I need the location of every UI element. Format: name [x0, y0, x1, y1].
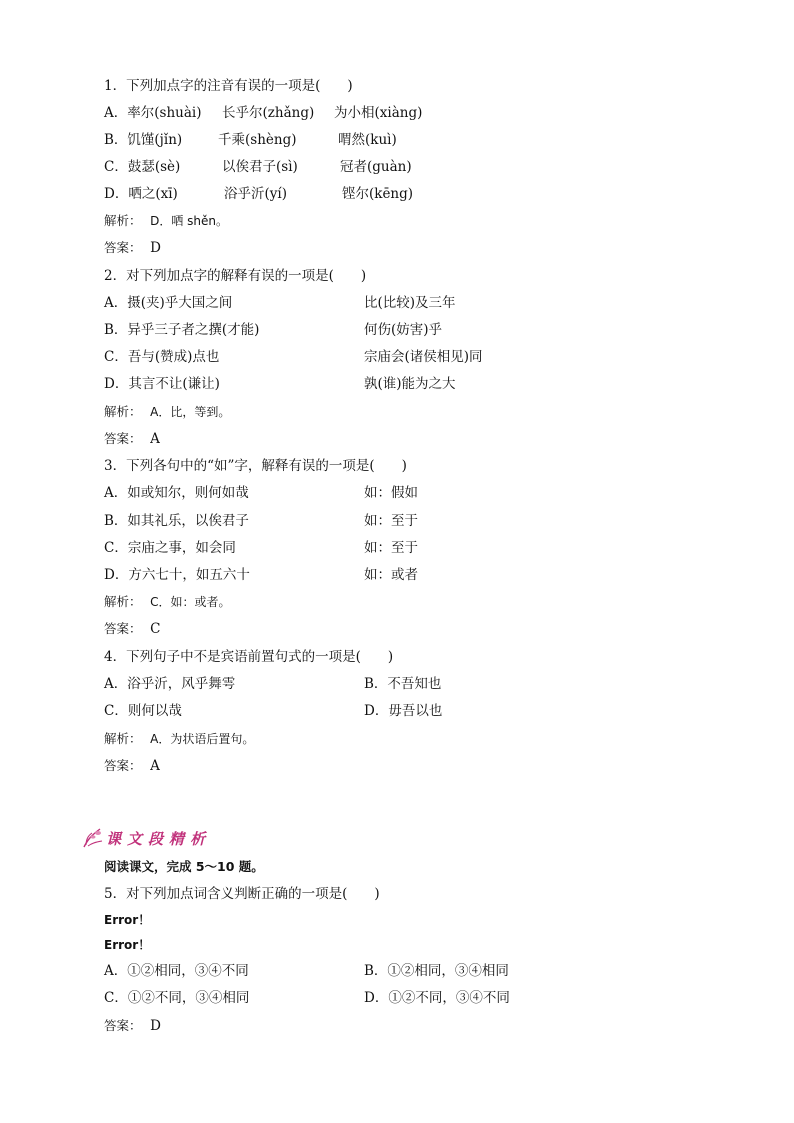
q1-answer: 答案： D — [104, 240, 161, 256]
q3-stem: 3．下列各句中的“如”字，解释有误的一项是( ) — [104, 458, 407, 474]
reading-intro: 阅读课文，完成 5～10 题。 — [104, 859, 264, 874]
document-page: 1．下列加点字的注音有误的一项是( ) A．率尔(shuài) 长乎尔(zhǎng) 为小相(xiàng) B．饥馑(jǐn) 千乘(shèng) 喟然(kuì) C．鼓瑟(sè) 以俟君子(sì) 冠者(guàn) D．哂之(xī) 浴乎沂(yí) 铿尔(kēng) 解析： D．哂 shěn。 答案： D 2．对下列加点字的解释有误的一项是( ) A．摄(夹)乎大国之间 比(比较)及三年 B．异乎三子者之撰(才能) 何伤(妨害)乎 C．吾与(赞成)点也 宗庙会(诸侯相见)同 D．其言不让(谦让) 孰(谁)能为之大 解析： A．比，等到。 答案： A 3．下列各句中的“如”字，解释有误的一项是( ) A．如或知尔，则何如哉 如：假如 B．如其礼乐，以俟君子 如：至于 C．宗庙之事，如会同 如：至于 D．方六七十，如五六十 如：或者 解析： C．如：或者。 答案： C 4．下列句子中不是宾语前置句式的一项是( ) A．浴乎沂，风乎舞雩 B．不吾知也 C．则何以哉 D．毋吾以也 解析： A．为状语后置句。 答案： A 课 文 段 精 析 阅读课文，完成 5～10 题。 5．对下列加点词含义判断正确的一项是( ) Error！ Error！ A．①②相同，③④不同 B．①②相同，③④相同 C．①②不同，③④相同 D．①②不同，③④不同 答案： D — [0, 0, 794, 1123]
q4-analysis: 解析： A．为状语后置句。 — [104, 731, 255, 746]
q2-analysis: 解析： A．比，等到。 — [104, 404, 231, 419]
q2-stem: 2．对下列加点字的解释有误的一项是( ) — [104, 268, 367, 284]
q4-answer: 答案： A — [104, 758, 160, 774]
q2-answer: 答案： A — [104, 431, 160, 447]
q4-stem: 4．下列句子中不是宾语前置句式的一项是( ) — [104, 649, 394, 665]
q5-error-2: Error！ — [104, 938, 151, 952]
orchid-decoration-icon — [80, 825, 106, 851]
section-heading — [80, 824, 211, 852]
q3-analysis: 解析： C．如：或者。 — [104, 594, 231, 609]
q5-error-1: Error！ — [104, 913, 151, 927]
q5-answer: 答案： D — [104, 1018, 161, 1034]
q1-analysis: 解析： D．哂 shěn。 — [104, 213, 229, 228]
q5-stem: 5．对下列加点词含义判断正确的一项是( ) — [104, 886, 380, 902]
section-title-text: 课 文 段 精 析 — [106, 829, 206, 848]
q3-answer: 答案： C — [104, 621, 161, 637]
q1-stem: 1．下列加点字的注音有误的一项是( ) — [104, 78, 353, 94]
